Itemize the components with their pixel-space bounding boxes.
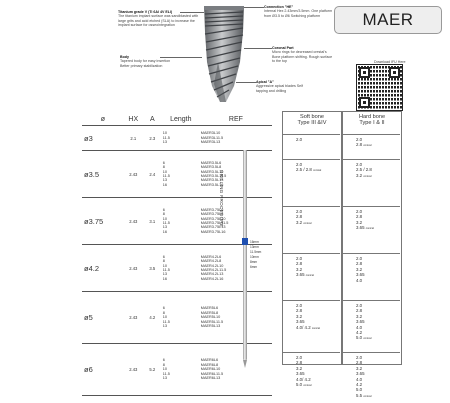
label-body-text: Tapered body for easy insertion Better primary stabilization xyxy=(120,59,171,68)
label-coronal xyxy=(272,46,334,63)
cell-refs-value: MAER5L8 xyxy=(200,310,219,315)
label-coronal-title: Coronal Part xyxy=(272,46,294,50)
cell-lengths-value: 8 xyxy=(162,310,165,315)
label-body-title: Body xyxy=(120,55,129,59)
cell-lengths-value: 13 xyxy=(162,225,168,230)
hard-bone-drill-size: 3.2 xyxy=(356,313,363,319)
conical-note: conical xyxy=(305,274,314,278)
cell-hex: 2.43 xyxy=(124,344,143,396)
cell-lengths-value: 16 xyxy=(162,229,168,234)
soft-bone-drill-size: 4.0/ 4.2 conical xyxy=(296,324,320,330)
cell-refs xyxy=(200,198,272,245)
soft-bone-drill-size: 2.8 xyxy=(296,214,303,220)
cell-diameter: ø3.5 xyxy=(82,151,124,198)
soft-bone-cell xyxy=(282,159,340,205)
cell-diameter: ø5 xyxy=(82,292,124,344)
drilling-procedure-title: DRILLING PROCEDURE xyxy=(219,170,224,228)
soft-bone-drill-size: 2.0 xyxy=(296,256,303,261)
cell-lengths-value: 16 xyxy=(162,276,168,281)
cell-lengths-value: 11.5 xyxy=(162,268,170,272)
hard-bone-drill-size: 2.8 xyxy=(356,308,363,314)
cell-lengths-value: 8 xyxy=(162,259,165,264)
cell-refs-value: MAER4.2L8 xyxy=(200,259,222,264)
cell-refs xyxy=(200,126,272,151)
cell-refs-value: MAER4.2L13 xyxy=(200,272,224,277)
soft-bone-cell xyxy=(282,206,340,252)
cell-refs-value: MAER6L10 xyxy=(200,367,221,372)
hard-bone-drill-size: 3.2 xyxy=(356,365,363,371)
label-connection-title: Connection "HE" xyxy=(264,5,294,9)
conical-note: conical xyxy=(303,221,312,225)
soft-bone-type: Type III &IV xyxy=(297,120,327,126)
cell-lengths-value: 13 xyxy=(162,376,168,381)
drill-depth-mark: 10mm xyxy=(250,255,259,259)
soft-bone-drill-size: 5.0 conical xyxy=(296,382,312,388)
conical-note: conical xyxy=(363,174,372,178)
cell-lengths xyxy=(162,292,200,344)
cell-lengths-value: 11.5 xyxy=(162,319,170,324)
col-apical: A xyxy=(143,113,162,126)
cell-refs-value: MAER3.75L10 xyxy=(200,216,226,221)
cell-lengths-value: 11.5 xyxy=(162,221,170,225)
hard-bone-drill-size: 4.2 xyxy=(356,382,363,388)
cell-diameter: ø4.2 xyxy=(82,245,124,292)
drill-depth-mark: 16mm xyxy=(250,240,259,244)
soft-bone-drill-size: 2.0 xyxy=(296,209,303,214)
hard-bone-drill-size: 2.8 xyxy=(356,360,363,366)
cell-refs-value: MAER3.75L11.5 xyxy=(200,221,229,225)
hard-bone-drill-size: 4.0 xyxy=(356,376,363,382)
cell-refs-value: MAER3.75L8 xyxy=(200,212,224,217)
conical-note: conical xyxy=(363,394,372,398)
hard-bone-drill-size: 3.65 xyxy=(356,272,365,278)
drill-illustration xyxy=(243,150,247,360)
cell-lengths-value: 10 xyxy=(162,131,168,136)
label-titanium-title: Titanium grade V (Ti 6Al 4V ELI) xyxy=(118,10,173,14)
drill-color-band xyxy=(242,238,248,245)
hard-bone-drill-size: 3.2 xyxy=(356,266,363,272)
hard-bone-drill-size: 2.5 / 2.8 xyxy=(356,167,372,173)
cell-refs-value: MAER6L13 xyxy=(200,376,221,381)
cell-lengths-value: 10 xyxy=(162,315,168,320)
soft-bone-drill-size: 3.2 xyxy=(296,313,303,319)
cell-hex: 2.43 xyxy=(124,245,143,292)
soft-bone-drill-size: 2.5 / 2.8 conical xyxy=(296,167,322,173)
hard-bone-cell xyxy=(342,134,400,158)
cell-refs-value: MAER3.5L16 xyxy=(200,182,224,187)
hard-bone-drill-size: 2.0 xyxy=(356,162,363,167)
label-apical-text: Aggressive apical blades Self tapping and drilling xyxy=(256,84,303,93)
hard-bone-drill-size: 2.0 xyxy=(356,137,363,142)
cell-lengths-value: 13 xyxy=(162,140,168,145)
conical-note: conical xyxy=(365,227,374,231)
hard-bone-header xyxy=(343,112,401,128)
cell-lengths-value: 13 xyxy=(162,272,168,277)
soft-bone-header xyxy=(283,112,341,128)
cell-refs xyxy=(200,151,272,198)
drill-depth-mark: 8mm xyxy=(250,260,258,264)
soft-bone-drill-size: 3.65 xyxy=(296,319,305,325)
hard-bone-drill-size: 5.5 conical xyxy=(356,392,372,398)
conical-note: conical xyxy=(363,337,372,341)
hard-bone-drill-size: 2.8 xyxy=(356,214,363,220)
cell-refs-value: MAER4.2L16 xyxy=(200,276,224,281)
cell-diameter: ø6 xyxy=(82,344,124,396)
label-apical xyxy=(256,80,312,93)
label-connection xyxy=(264,5,334,18)
hard-bone-drill-size: 3.2 xyxy=(356,219,363,225)
brand-title: MAER xyxy=(334,6,442,34)
soft-bone-drill-size: 2.0 xyxy=(296,162,303,167)
hard-bone-drill-size: 3.65 conical xyxy=(356,225,374,231)
cell-apical: 5.2 xyxy=(143,344,162,396)
cell-refs-value: MAER6L11.5 xyxy=(200,371,224,376)
cell-lengths-value: 6 xyxy=(162,160,165,165)
cell-lengths xyxy=(162,151,200,198)
cell-lengths-value: 11.5 xyxy=(162,135,170,140)
soft-bone-cell xyxy=(282,300,340,351)
hard-bone-drill-size: 3.65 xyxy=(356,371,365,377)
hard-bone-cell xyxy=(342,253,400,299)
cell-refs-value: MAER5L13 xyxy=(200,324,221,329)
hard-bone-drill-size: 2.0 xyxy=(356,209,363,214)
cell-refs-value: MAER3.5L13 xyxy=(200,178,224,183)
col-ref: REF xyxy=(200,113,272,126)
cell-hex: 2.43 xyxy=(124,198,143,245)
soft-bone-drill-size: 2.8 xyxy=(296,261,303,267)
cell-refs-value: MAER4.2L10 xyxy=(200,263,224,268)
soft-bone-cell xyxy=(282,134,340,158)
cell-refs-value: MAER6L6 xyxy=(200,358,219,363)
cell-refs-value: MAER3L13 xyxy=(200,140,221,145)
hard-bone-drill-size: 4.2 xyxy=(356,330,363,336)
cell-hex: 2.43 xyxy=(124,292,143,344)
drill-depth-mark: 13mm xyxy=(250,245,259,249)
cell-refs-value: MAER3.5L11.5 xyxy=(200,174,227,178)
cell-lengths-value: 6 xyxy=(162,254,165,259)
hard-bone-drill-size: 4.0 xyxy=(356,324,363,330)
cell-diameter: ø3.75 xyxy=(82,198,124,245)
cell-lengths-value: 10 xyxy=(162,263,168,268)
conical-note: conical xyxy=(303,384,312,388)
soft-bone-drill-size: 2.0 xyxy=(296,355,303,360)
cell-apical: 2.3 xyxy=(143,126,162,151)
hard-bone-cell xyxy=(342,206,400,252)
cell-refs-value: MAER5L10 xyxy=(200,315,221,320)
cell-lengths-value: 10 xyxy=(162,169,168,174)
soft-bone-drill-size: 2.0 xyxy=(296,303,303,308)
hard-bone-drill-size: 5.0 conical xyxy=(356,335,372,341)
hard-bone-drill-size: 5.0 xyxy=(356,387,363,393)
col-hex: HX xyxy=(124,113,143,126)
cell-refs-value: MAER3.5L8 xyxy=(200,165,222,170)
hard-bone-cell xyxy=(342,300,400,351)
cell-apical: 3.1 xyxy=(143,198,162,245)
cell-diameter: ø3 xyxy=(82,126,124,151)
cell-refs-value: MAER3.75L13 xyxy=(200,225,226,230)
cell-lengths-value: 10 xyxy=(162,367,168,372)
hard-bone-title: Hard bone xyxy=(358,114,386,120)
cell-refs xyxy=(200,344,272,396)
soft-bone-title: Soft bone xyxy=(300,114,324,120)
cell-refs-value: MAER3.5L6 xyxy=(200,160,222,165)
label-coronal-text: Micro rings for decreased crestal's Bone platform shifting. Rough surface to the top xyxy=(272,50,333,63)
cell-refs-value: MAER3L10 xyxy=(200,131,221,136)
label-connection-text: Internal Hex 2.43mm/3.5mm. One platform from Ø3.5 to Ø6 Switching platform xyxy=(264,9,333,18)
cell-hex: 2.1 xyxy=(124,126,143,151)
soft-bone-drill-size: 3.2 xyxy=(296,365,303,371)
cell-lengths-value: 8 xyxy=(162,362,165,367)
cell-apical: 4.2 xyxy=(143,292,162,344)
download-ifu-label[interactable]: Download IFU Here xyxy=(374,60,406,64)
cell-refs-value: MAER5L6 xyxy=(200,306,219,311)
cell-lengths xyxy=(162,126,200,151)
cell-lengths-value: 6 xyxy=(162,207,165,212)
hard-bone-drill-size: 2.0 xyxy=(356,256,363,261)
cell-refs-value: MAER4.2L6 xyxy=(200,254,222,259)
label-titanium-text: The titanium implant surface was sandblasted with large grits and acid etched (SLA) to increase the implant surface for osseointegration xyxy=(118,14,199,27)
cell-lengths-value: 13 xyxy=(162,324,168,329)
cell-lengths xyxy=(162,198,200,245)
cell-refs-value: MAER4.2L11.5 xyxy=(200,268,227,272)
cell-lengths-value: 6 xyxy=(162,358,165,363)
cell-lengths-value: 10 xyxy=(162,216,168,221)
cell-lengths xyxy=(162,344,200,396)
cell-refs-value: MAER3.5L10 xyxy=(200,169,224,174)
table-row xyxy=(82,126,272,151)
cell-apical: 2.4 xyxy=(143,151,162,198)
implant-illustration xyxy=(196,2,252,106)
hard-bone-drill-size: 2.8 xyxy=(356,261,363,267)
cell-lengths-value: 8 xyxy=(162,165,165,170)
cell-apical: 3.5 xyxy=(143,245,162,292)
cell-lengths xyxy=(162,245,200,292)
soft-bone-cell xyxy=(282,352,340,403)
soft-bone-drill-size: 2.8 xyxy=(296,308,303,314)
soft-bone-cell xyxy=(282,253,340,299)
drill-depth-mark: 11.5mm xyxy=(250,250,262,254)
drill-depth-mark: 6mm xyxy=(250,265,258,269)
conical-note: conical xyxy=(363,144,372,148)
hard-bone-drill-size: 3.2 conical xyxy=(356,172,372,178)
soft-bone-drill-size: 3.65 conical xyxy=(296,272,314,278)
soft-bone-drill-size: 3.2 xyxy=(296,266,303,272)
soft-bone-drill-size: 3.65 xyxy=(296,371,305,377)
col-diameter: ø xyxy=(82,113,124,126)
cell-hex: 2.43 xyxy=(124,151,143,198)
cell-refs-value: MAER3.75L16 xyxy=(200,229,226,234)
cell-refs-value: MAER3.75L6 xyxy=(200,207,224,212)
cell-lengths-value: 11.5 xyxy=(162,371,170,376)
hard-bone-drill-size: 2.8 conical xyxy=(356,142,372,148)
cell-refs-value: MAER5L11.5 xyxy=(200,319,224,324)
hard-bone-cell xyxy=(342,352,400,403)
cell-lengths-value: 13 xyxy=(162,178,168,183)
spec-table-header xyxy=(82,113,272,126)
hard-bone-drill-size: 2.0 xyxy=(356,303,363,308)
hard-bone-cell xyxy=(342,159,400,205)
cell-lengths-value: 16 xyxy=(162,182,168,187)
col-length: Length xyxy=(162,113,200,126)
cell-refs-value: MAER6L8 xyxy=(200,362,219,367)
cell-refs-value: MAER3L11.5 xyxy=(200,135,224,140)
hard-bone-drill-size: 2.0 xyxy=(356,355,363,360)
label-apical-title: Apical "A" xyxy=(256,80,274,84)
cell-lengths-value: 8 xyxy=(162,212,165,217)
drill-tip xyxy=(243,360,247,368)
cell-lengths-value: 6 xyxy=(162,306,165,311)
conical-note: conical xyxy=(313,169,322,173)
soft-bone-drill-size: 2.0 xyxy=(296,137,303,142)
cell-lengths-value: 11.5 xyxy=(162,174,170,178)
soft-bone-drill-size: 4.0/ 4.2 xyxy=(296,376,311,382)
conical-note: conical xyxy=(311,326,320,330)
qr-code[interactable] xyxy=(356,64,403,111)
hard-bone-drill-size: 4.0 xyxy=(356,277,363,283)
cell-refs xyxy=(200,292,272,344)
hard-bone-type: Type I & II xyxy=(359,120,385,126)
soft-bone-drill-size: 3.2 conical xyxy=(296,219,312,225)
soft-bone-drill-size: 2.8 xyxy=(296,360,303,366)
hard-bone-drill-size: 3.65 xyxy=(356,319,365,325)
